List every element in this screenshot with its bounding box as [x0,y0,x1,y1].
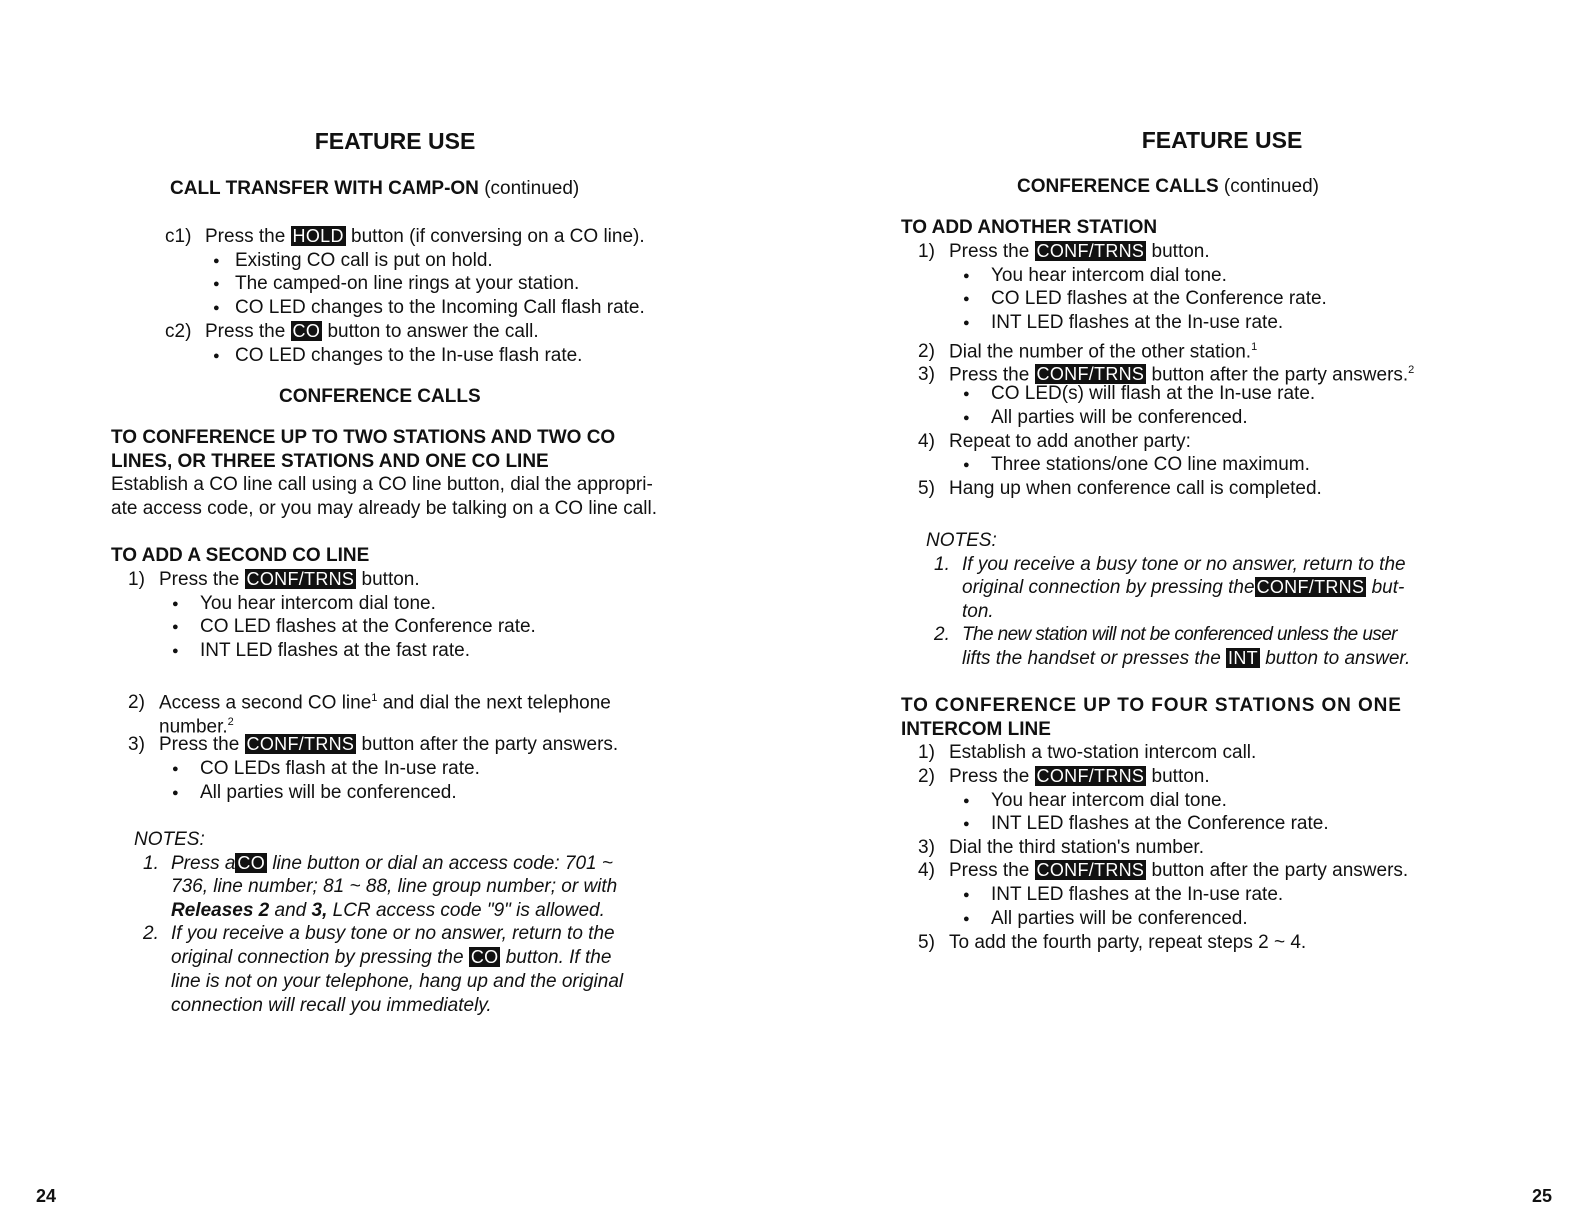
bullet-item: ●All parties will be conferenced. [963,406,1248,432]
int-key: INT [1228,648,1258,668]
step-2-cont: number.$^2$ [159,716,234,738]
bullet-item: ●INT LED flashes at the Conference rate. [963,812,1329,838]
note-1-cont: 736, line number; 81 ~ 88, line group number; or with [171,876,618,897]
sub-heading: TO CONFERENCE UP TO FOUR STATIONS ON ONE [901,695,1402,716]
sub-heading: TO ADD A SECOND CO LINE [111,545,370,566]
note-1-cont: ton. [962,601,994,622]
right-page [797,0,1594,1222]
bullet-item: ●The camped-on line rings at your station. [213,272,579,298]
bullet-item: ●INT LED flashes at the In-use rate. [963,883,1283,909]
note-2-cont: connection will recall you immediately. [171,995,492,1016]
bullet-item: ●All parties will be conferenced. [963,907,1248,933]
conf-trns-key: CONF/TRNS [1036,241,1145,261]
step-3: 3) Press the CONF/TRNS button after the party answers.$^2$ [918,364,1415,386]
bullet-item: ●CO LED changes to the In-use flash rate. [213,344,582,370]
section-heading-camp-on: CALL TRANSFER WITH CAMP-ON (continued) [170,178,580,199]
step-1: 1) Press the CONF/TRNS button. [128,569,420,590]
conf-trns-key: CONF/TRNS [246,734,355,754]
section-heading-conference: CONFERENCE CALLS [279,386,481,407]
note-2-cont: line is not on your telephone, hang up and the original [171,971,624,992]
sub-heading: LINES, OR THREE STATIONS AND ONE CO LINE [111,451,549,472]
step-1: 1) Establish a two-station intercom call. [918,742,1257,763]
step-2: 2) Access a second CO line$^1$ and dial the next telephone [128,692,611,714]
note-2-cont: lifts the handset or presses the INT button to answer. [962,648,1411,669]
bullet-item: ●INT LED flashes at the In-use rate. [963,311,1283,337]
hold-key: HOLD [292,226,344,246]
intro-text: Establish a CO line call using a CO line button, dial the appropri- [111,474,653,495]
co-key: CO [237,853,266,873]
page-title: FEATURE USE [314,128,476,154]
step-c2: c2) Press the CO button to answer the call. [165,321,539,342]
page-title: FEATURE USE [1141,127,1303,153]
co-key: CO [470,947,499,967]
bullet-item: ●You hear intercom dial tone. [963,789,1227,815]
co-key: CO [292,321,321,341]
step-3: 3) Dial the third station's number. [918,837,1204,858]
note-2: 2. The new station will not be conferenced unless the user [934,624,1397,645]
step-2: 2) Press the CONF/TRNS button. [918,766,1210,787]
notes-heading: NOTES: [134,829,205,850]
page-number: 24 [36,1186,57,1206]
conf-trns-key: CONF/TRNS [1036,364,1145,385]
intro-text: ate access code, or you may already be talking on a CO line call. [111,498,658,519]
conf-trns-key: CONF/TRNS [1036,766,1145,786]
step-4: 4) Press the CONF/TRNS button after the party answers. [918,860,1409,881]
step-1: 1) Press the CONF/TRNS button. [918,241,1210,262]
step-5: 5) Hang up when conference call is completed. [918,478,1322,499]
step-3: 3) Press the CONF/TRNS button after the party answers. [128,734,619,755]
section-heading-conference: CONFERENCE CALLS (continued) [1017,176,1319,197]
conf-trns-key: CONF/TRNS [246,569,355,589]
sub-heading: TO CONFERENCE UP TO TWO STATIONS AND TWO CO [111,427,616,448]
bullet-item: ●All parties will be conferenced. [172,781,457,807]
bullet-item: ●CO LED changes to the Incoming Call flash rate. [213,296,645,322]
notes-heading: NOTES: [926,530,997,551]
bullet-item: ●INT LED flashes at the fast rate. [172,639,470,665]
conf-trns-key: CONF/TRNS [1036,860,1145,880]
note-1-cont: Releases 2 and 3, LCR access code "9" is allowed. [171,900,605,921]
bullet-item: ●You hear intercom dial tone. [963,264,1227,290]
note-1: 1. If you receive a busy tone or no answer, return to the [934,554,1406,575]
note-1: 1. Press a CO line button or dial an access code: 701 ~ [143,853,613,874]
bullet-item: ●CO LED(s) will flash at the In-use rate. [963,382,1315,408]
note-2-cont: original connection by pressing the CO button. If the [171,947,612,968]
sub-heading: INTERCOM LINE [901,719,1051,740]
step-c1: c1) Press the HOLD button (if conversing on a CO line). [165,226,645,247]
note-1-cont: original connection by pressing the CONF/TRNS but- [962,577,1405,598]
step-4: 4) Repeat to add another party: [918,431,1191,452]
page-number: 25 [1532,1186,1553,1206]
note-2: 2. If you receive a busy tone or no answer, return to the [143,923,615,944]
bullet-item: ●You hear intercom dial tone. [172,592,436,618]
bullet-item: ●Three stations/one CO line maximum. [963,453,1310,479]
step-5: 5) To add the fourth party, repeat steps 2 ~ 4. [918,932,1307,953]
step-2: 2) Dial the number of the other station.$^1$ [918,341,1258,363]
bullet-item: ●CO LEDs flash at the In-use rate. [172,757,480,783]
bullet-item: ●CO LED flashes at the Conference rate. [172,615,536,641]
conf-trns-key: CONF/TRNS [1256,577,1365,597]
bullet-item: ●Existing CO call is put on hold. [213,249,493,275]
sub-heading: TO ADD ANOTHER STATION [901,217,1158,238]
bullet-item: ●CO LED flashes at the Conference rate. [963,287,1327,313]
